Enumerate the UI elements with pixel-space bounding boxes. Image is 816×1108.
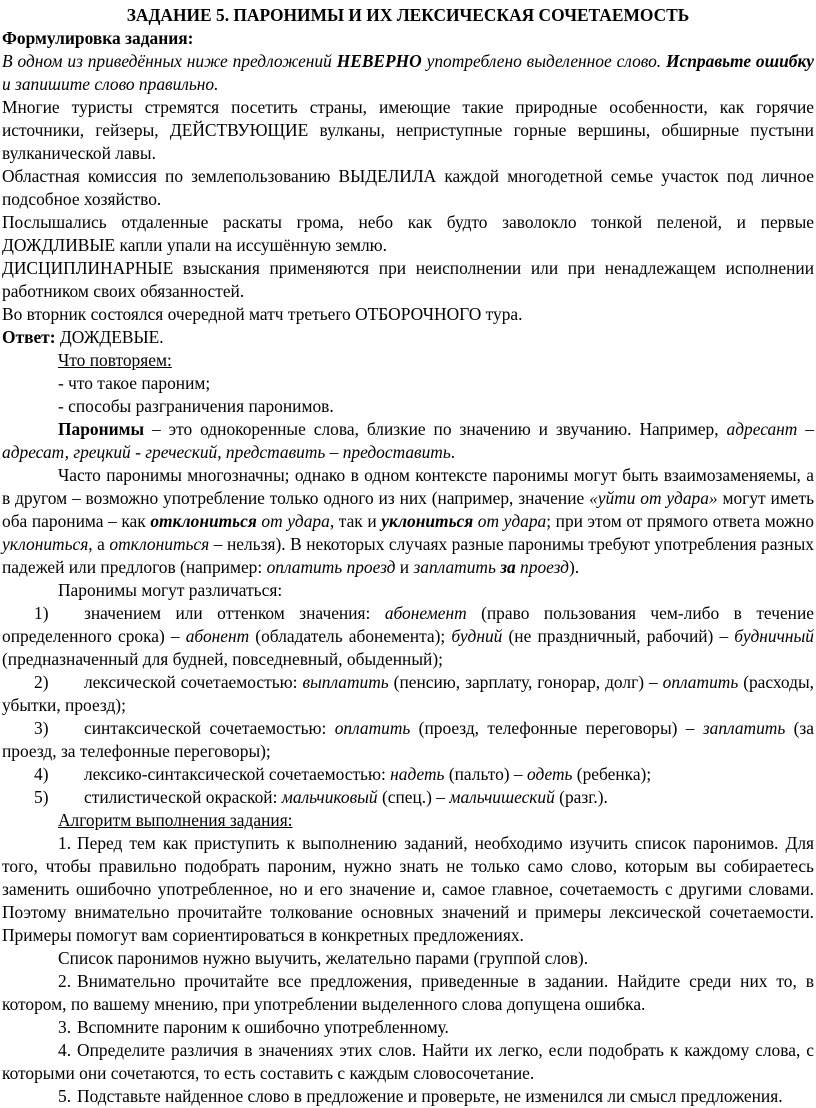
review-heading: Что повторяем: <box>58 350 172 370</box>
answer-value: ДОЖДЕВЫЕ. <box>55 327 164 347</box>
definition: Паронимы – это однокоренные слова, близкие по значению и звучанию. Например, адресант – адресат, грецкий - греческий, представить – предоставить. <box>2 419 814 462</box>
algorithm-step-2: 2. Внимательно прочитайте все предложения, приведенные в задании. Найдите среди них то, в котором, по вашему мнению, при употреблении выделенного слова допущена ошибка. <box>2 971 814 1014</box>
page-title: ЗАДАНИЕ 5. ПАРОНИМЫ И ИХ ЛЕКСИЧЕСКАЯ СОЧЕТАЕМОСТЬ <box>126 5 690 25</box>
sentence-2: Областная комиссия по землепользованию ВЫДЕЛИЛА каждой многодетной семье участок под личное подсобное хозяйство. <box>2 166 814 209</box>
algorithm-note: Список паронимов нужно выучить, желательно парами (группой слов). <box>58 948 589 968</box>
differ-item-3: 3) синтаксической сочетаемостью: оплатить (проезд, телефонные переговоры) – заплатить (за проезд, за телефонные переговоры); <box>2 718 814 761</box>
answer-label: Ответ: <box>2 327 56 347</box>
algorithm-step-1: 1. Перед тем как приступить к выполнению заданий, необходимо изучить список паронимов. Для того, чтобы правильно подобрать пароним, нужно знать не только само слово, которым вы собираетесь заменить ошибочно употребленное, но и его значение и, самое главное, сочетаемость с другими словами. Поэтому внимательно прочитайте толкование основных значений и примеры лексической сочетаемости. Примеры помогут вам сориентироваться в конкретных предложениях. <box>2 833 814 945</box>
algorithm-step-5: 5. Подставьте найденное слово в предложение и проверьте, не изменился ли смысл предложения. <box>58 1086 783 1106</box>
differ-item-2: 2) лексической сочетаемостью: выплатить (пенсию, зарплату, гонорар, долг) – оплатить (расходы, убытки, проезд); <box>2 672 814 715</box>
sentence-3: Послышались отдаленные раскаты грома, небо как будто заволокло тонкой пеленой, и первые ДОЖДЛИВЫЕ капли упали на иссушённую землю. <box>2 212 814 255</box>
differ-item-5: 5) стилистической окраской: мальчиковый (спец.) – мальчишеский (разг.). <box>34 787 608 807</box>
algorithm-heading: Алгоритм выполнения задания: <box>58 810 293 830</box>
task-heading: Формулировка задания: <box>2 28 194 48</box>
task-text: В одном из приведённых ниже предложений НЕВЕРНО употреблено выделенное слово. Исправьте ошибку и запишите слово правильно. <box>2 51 814 94</box>
answer <box>2 326 814 349</box>
polysemy-paragraph: Часто паронимы многозначны; однако в одном контексте паронимы могут быть взаимозаменяемы, а в другом – возможно употребление только одного из них (например, значение «уйти от удара» могут иметь оба паронима – как отклониться от удара, так и уклониться от удара; при этом от прямого ответа можно уклониться, а отклониться – нельзя). В некоторых случаях разные паронимы требуют употребления разных падежей или предлогов (например: оплатить проезд и заплатить за проезд). <box>2 465 815 577</box>
review-item: - способы разграничения паронимов. <box>58 396 334 416</box>
sentence-1: Многие туристы стремятся посетить страны, имеющие такие природные особенности, как горячие источники, гейзеры, ДЕЙСТВУЮЩИЕ вулканы, неприступные горные вершины, обширные пустыни вулканической лавы. <box>2 97 814 163</box>
differ-intro: Паронимы могут различаться: <box>58 580 283 600</box>
differ-item-4: 4) лексико-синтаксической сочетаемостью: надеть (пальто) – одеть (ребенка); <box>34 764 652 784</box>
algorithm-step-3: 3. Вспомните пароним к ошибочно употребленному. <box>58 1017 449 1037</box>
algorithm-step-4: 4. Определите различия в значениях этих слов. Найти их легко, если подобрать к каждому слова, с которыми они сочетаются, то есть составить с каждым словосочетание. <box>2 1040 814 1083</box>
review-item: - что такое пароним; <box>58 373 211 393</box>
differ-item-1: 1) значением или оттенком значения: абонемент (право пользования чем-либо в течение определенного срока) – абонент (обладатель абонемента); будний (не праздничный, рабочий) – будничный (предназначенный для будней, повседневный, обыденный); <box>2 603 814 669</box>
sentence-5: Во вторник состоялся очередной матч третьего ОТБОРОЧНОГО тура. <box>2 304 523 324</box>
sentence-4: ДИСЦИПЛИНАРНЫЕ взыскания применяются при неисполнении или при ненадлежащем исполнении работником своих обязанностей. <box>2 258 814 301</box>
